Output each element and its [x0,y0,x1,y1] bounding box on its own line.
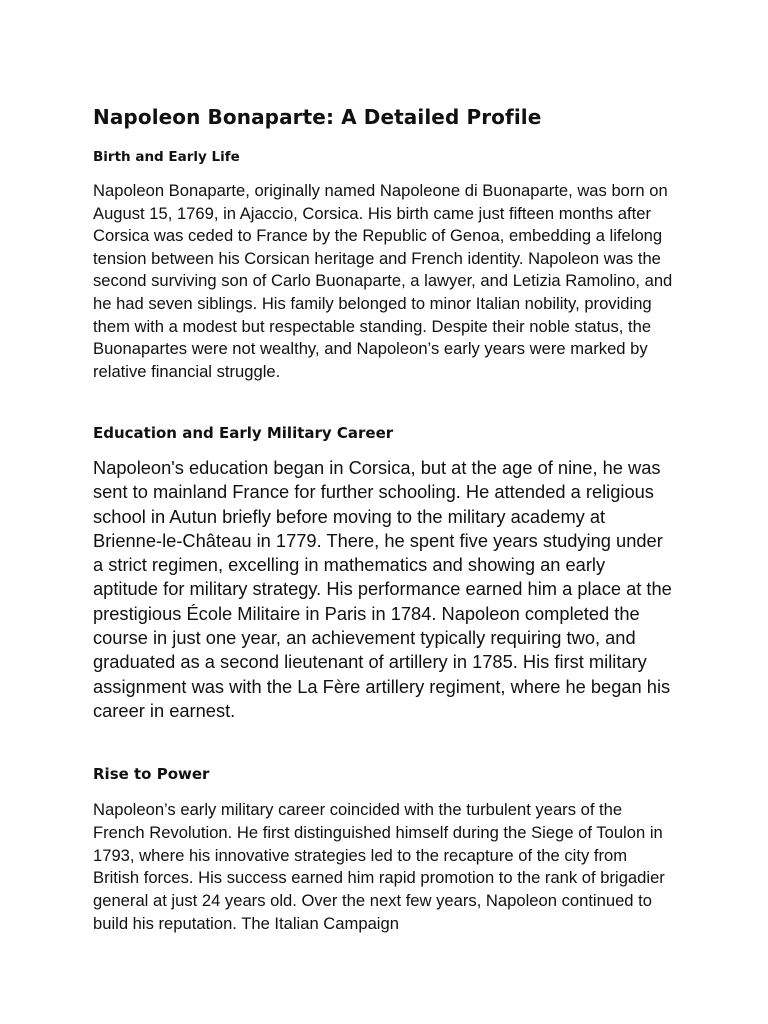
section-heading-birth-and-early-life: Birth and Early Life [93,149,240,165]
section-heading-education: Education and Early Military Career [93,424,394,442]
section-paragraph-birth-and-early-life: Napoleon Bonaparte, originally named Napoleone di Buonaparte, was born on August 15, 1769, in Ajaccio, Corsica. His birth came just fifteen months after Corsica was ceded to France by the Republic of Genoa, embedding a lifelong tension between his Corsican heritage and French identity. Napoleon was the second surviving son of Carlo Buonaparte, a lawyer, and Letizia Ramolino, and he had seven siblings. His family belonged to minor Italian nobility, providing them with a modest but respectable standing. Despite their noble status, the Buonapartes were not wealthy, and Napoleon’s early years were marked by relative financial struggle. [93,181,673,381]
section-heading-rise-to-power: Rise to Power [93,765,210,783]
page-title: Napoleon Bonaparte: A Detailed Profile [93,105,542,129]
section-paragraph-rise-to-power: Napoleon’s early military career coincided with the turbulent years of the French Revolution. He first distinguished himself during the Siege of Toulon in 1793, where his innovative strategies led to the recapture of the city from British forces. His success earned him rapid promotion to the rank of brigadier general at just 24 years old. Over the next few years, Napoleon continued to build his reputation. The Italian Campaign [93,800,665,933]
section-paragraph-education: Napoleon's education began in Corsica, but at the age of nine, he was sent to mainland France for further schooling. He attended a religious school in Autun briefly before moving to the military academy at Brienne-le-Château in 1779. There, he spent five years studying under a strict regimen, excelling in mathematics and showing an early aptitude for military strategy. His performance earned him a place at the prestigious École Militaire in Paris in 1784. Napoleon completed the course in just one year, an achievement typically requiring two, and graduated as a second lieutenant of artillery in 1785. His first military assignment was with the La Fère artillery regiment, where he began his career in earnest. [93,457,672,721]
